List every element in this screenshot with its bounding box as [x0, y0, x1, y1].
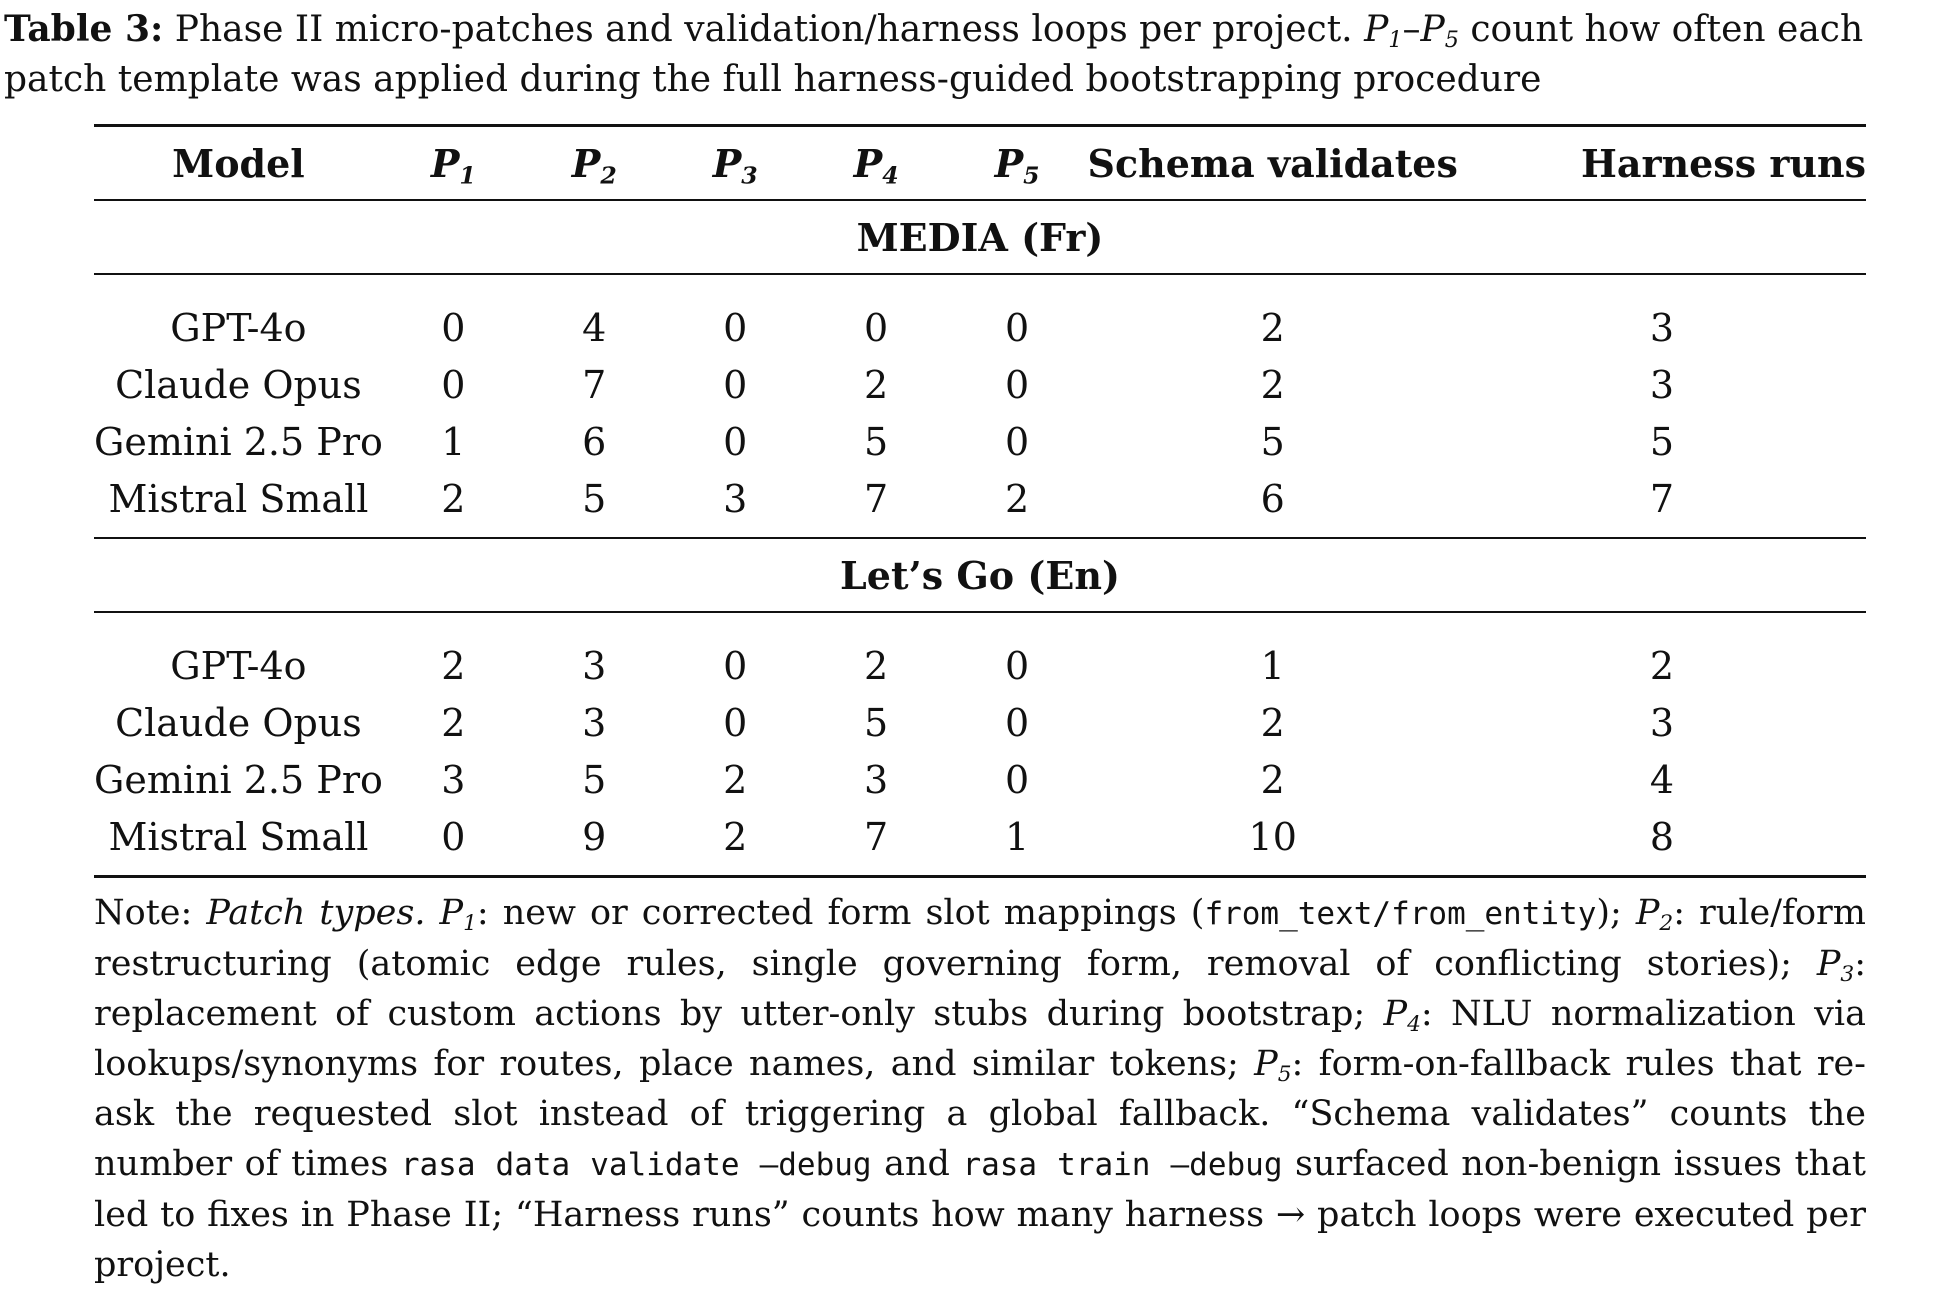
caption-text-2: count how often each patch template was applied during the full harness-guided bootstrapping procedure: [4, 9, 1864, 100]
note-s1: : new or corrected form slot mappings (: [476, 893, 1205, 933]
cell-p4: 2: [864, 643, 889, 688]
header-row: [94, 126, 1866, 201]
note-s8: surfaced non-benign issues that led to fixes in Phase II; “Harness runs” counts how many harness → patch loops were executed per project.: [94, 1144, 1866, 1285]
cell-p4: 5: [864, 700, 889, 745]
cell-p5: 0: [1004, 305, 1030, 350]
table-note: [94, 888, 1866, 1290]
cell-p1: 3: [441, 757, 466, 802]
cell-p5: 1: [947, 808, 1088, 877]
cell-schema: 1: [1260, 643, 1285, 688]
cell-schema: 5: [1260, 419, 1285, 464]
table-row: [94, 694, 1866, 751]
table-row: [94, 356, 1866, 413]
cell-p1: 2: [383, 470, 524, 538]
table-row: [94, 413, 1866, 470]
note-s7: and: [871, 1144, 963, 1184]
cell-p1: 2: [441, 700, 466, 745]
cell-p2: 9: [524, 808, 665, 877]
header-p4: $P_4$: [806, 126, 947, 201]
cell-p5: 0: [1004, 419, 1030, 464]
note-patch-types: Patch types.: [206, 893, 426, 933]
caption-p-last: $P_5$: [1420, 9, 1459, 54]
cell-p5: 2: [947, 470, 1088, 538]
note-lead: Note:: [94, 893, 193, 933]
note-s5: : NLU normalization via lookups/synonyms for routes, place names, and similar tokens;: [94, 994, 1866, 1084]
cell-p2: 5: [524, 470, 665, 538]
section-header-media: [94, 200, 1866, 274]
header-p1: $P_1$: [383, 126, 524, 201]
caption-label: Table 3:: [4, 8, 164, 50]
cell-p4: 5: [864, 419, 889, 464]
caption-dash: –: [1402, 9, 1421, 50]
table-row: [94, 751, 1866, 808]
table-row: [94, 612, 1866, 694]
cell-model: Gemini 2.5 Pro: [94, 757, 383, 802]
cell-p3: 3: [665, 470, 806, 538]
caption-text-1: Phase II micro-patches and validation/harness loops per project.: [174, 9, 1353, 50]
note-code-train: rasa train –debug: [962, 1147, 1283, 1183]
cell-harness: 3: [1649, 305, 1675, 350]
header-model: Model: [94, 126, 383, 201]
cell-harness: 8: [1458, 808, 1866, 877]
note-code-mappings: from_text/from_entity: [1204, 896, 1597, 932]
header-p5: $P_5$: [947, 126, 1088, 201]
note-code-validate: rasa data validate –debug: [400, 1147, 872, 1183]
section-header-lets-go: [94, 538, 1866, 612]
note-s3: : rule/form restructuring (atomic edge rules, single governing form, removal of conflicting stories);: [94, 893, 1866, 984]
cell-p3: 0: [723, 419, 748, 464]
cell-model: Claude Opus: [115, 362, 362, 407]
cell-p2: 3: [582, 700, 607, 745]
note-p4: $P_4$: [1383, 994, 1421, 1038]
cell-p4: 2: [864, 362, 889, 407]
cell-p3: 2: [723, 757, 748, 802]
cell-p2: 5: [582, 757, 607, 802]
cell-p1: 0: [441, 305, 466, 350]
table-row: [94, 470, 1866, 538]
cell-model: Mistral Small: [94, 470, 383, 538]
cell-p5: 0: [1004, 700, 1030, 745]
cell-model: Mistral Small: [94, 808, 383, 877]
note-s4: : replacement of custom actions by utter-only stubs during bootstrap;: [94, 944, 1866, 1034]
table-row: [94, 808, 1866, 877]
cell-p5: 0: [1004, 643, 1030, 688]
cell-p1: 1: [441, 419, 466, 464]
cell-schema: 2: [1260, 362, 1285, 407]
section-title: Let’s Go (En): [94, 538, 1866, 612]
header-harness-runs: Harness runs: [1458, 126, 1866, 201]
cell-model: Claude Opus: [115, 700, 362, 745]
note-p3: $P_3$: [1816, 944, 1855, 988]
cell-p4: 7: [806, 470, 947, 538]
cell-p5: 0: [1004, 757, 1030, 802]
cell-model: GPT-4o: [170, 643, 307, 688]
cell-p3: 0: [723, 362, 748, 407]
note-p2: $P_2$: [1635, 893, 1674, 937]
cell-p4: 3: [864, 757, 889, 802]
caption-p-first: $P_1$: [1364, 9, 1403, 54]
cell-p2: 4: [582, 305, 607, 350]
cell-harness: 3: [1649, 362, 1675, 407]
cell-p5: 0: [1004, 362, 1030, 407]
note-p1: $P_1$: [439, 893, 477, 937]
section-title: MEDIA (Fr): [94, 200, 1866, 274]
note-s6: : form-on-fallback rules that re-ask the requested slot instead of triggering a global fallback. “Schema validates” counts the number of times: [94, 1044, 1866, 1184]
cell-schema: 6: [1088, 470, 1458, 538]
cell-schema: 10: [1088, 808, 1458, 877]
cell-harness: 7: [1458, 470, 1866, 538]
cell-p2: 3: [582, 643, 607, 688]
cell-model: GPT-4o: [170, 305, 307, 350]
cell-schema: 2: [1260, 700, 1285, 745]
cell-harness: 3: [1649, 700, 1675, 745]
cell-p4: 0: [864, 305, 889, 350]
header-schema-validates: Schema validates: [1088, 126, 1458, 201]
cell-harness: 4: [1649, 757, 1675, 802]
cell-p3: 0: [723, 643, 748, 688]
cell-p4: 7: [806, 808, 947, 877]
cell-schema: 2: [1260, 757, 1285, 802]
cell-p1: 2: [441, 643, 466, 688]
header-p3: $P_3$: [665, 126, 806, 201]
results-table: [94, 124, 1866, 878]
table-row: [94, 274, 1866, 356]
cell-p1: 0: [441, 362, 466, 407]
cell-p3: 2: [665, 808, 806, 877]
note-s2: );: [1596, 893, 1636, 933]
cell-model: Gemini 2.5 Pro: [94, 419, 383, 464]
cell-p3: 0: [723, 305, 748, 350]
cell-harness: 5: [1649, 419, 1675, 464]
cell-p3: 0: [723, 700, 748, 745]
cell-p2: 6: [582, 419, 607, 464]
cell-p2: 7: [582, 362, 607, 407]
cell-schema: 2: [1260, 305, 1285, 350]
cell-harness: 2: [1649, 643, 1675, 688]
header-p2: $P_2$: [524, 126, 665, 201]
cell-p1: 0: [383, 808, 524, 877]
note-p5: $P_5$: [1254, 1044, 1292, 1088]
table-caption: [4, 4, 1950, 105]
